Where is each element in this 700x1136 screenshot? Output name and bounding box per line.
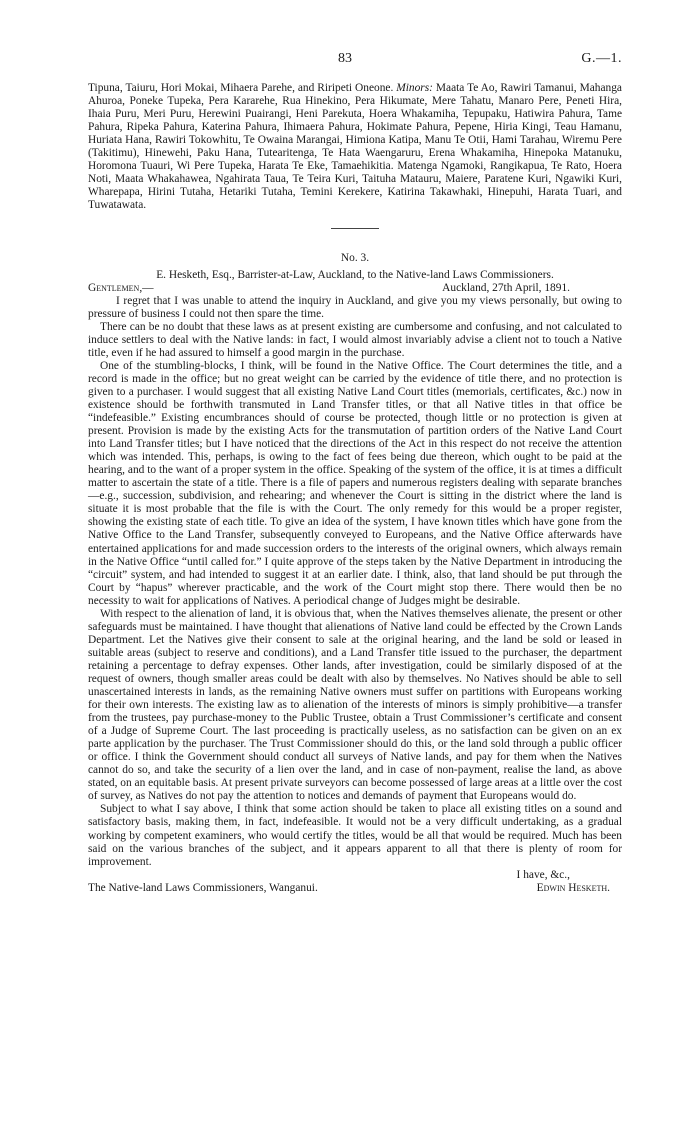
section-divider bbox=[331, 228, 379, 229]
names-after-minors: Maata Te Ao, Rawiri Tamanui, Mahanga Ahuroa, Poneke Tupeka, Pera Kararehe, Rua Hinekino, Pera Hikumate, Mere Tahatu, Manaro Pere, Peneti Hira, Ihaia Puru, Meri Puru, Herewini Puairangi, Heni Parekuta, Hoera Whakamiha, Tepupaku, Hatiwira Pahura, Tame Pahura, Ripeka Pahura, Katerina Pahura, Ihimaera Pahura, Hokimate Pahura, Pepene, Hiria Kingi, Teau Hamanu, Huriata Hana, Rawiri Tokowhitu, Te Owaina Marangai, Himiona Katipa, Manu Te Otii, Hami Tarahau, Wiremu Pere (Takitimu), Hinewehi, Paku Hana, Tutearitenga, Te Hata Waengaruru, Erena Whakamiha, Hinepoka Matanuku, Horomona Tuauri, Wi Pere Tupeka, Harata Te Eke, Tamaehikitia. Matenga Ngamoki, Rangikapua, Te Rato, Hoera Noti, Maata Whakahawea, Ngahirata Taua, Te Teira Kuri, Taituha Matauru, Maiere, Paratene Kuri, Ngawiki Kuri, Wharepapa, Hirini Tutaha, Hetariki Tutaha, Temini Kerekere, Katirina Takawhaki, Hinepuhi, Harata Tuari, and Tuwatawata. bbox=[88, 82, 622, 212]
names-before-minors: Tipuna, Taiuru, Hori Mokai, Mihaera Parehe, and Riripeti Oneone. bbox=[88, 82, 397, 94]
closing-row bbox=[88, 869, 622, 882]
closing: I have, &c., bbox=[516, 868, 570, 881]
page-number: 83 bbox=[338, 51, 352, 66]
series-code: G.—1. bbox=[581, 51, 622, 66]
paragraph-4: With respect to the alienation of land, it is obvious that, when the Natives themselves alienate, the present or other safeguards must be maintained. I have thought that alienations of Native land could be effected by the Crown Lands Department. Let the Natives give their consent to sale at the original hearing, and the land be sold or leased in suitable areas (subject to reserve and conditions), and a Land Transfer title issued to the purchaser, the department retaining a percentage to defray expenses. Other lands, after investigation, could be similarly disposed of at the request of owners, though smaller areas could be dealt with also by themselves. No Natives should be able to sell unascertained interests in lands, as the remaining Native owners must suffer on partitions with Europeans working for their own interests. The existing law as to alienation of the interests of minors is simply prohibitive—a transfer from the trustees, pay purchase-money to the Public Trustee, obtain a Trust Commissioner’s certificate and consent of a Judge of Supreme Court. The last proceeding is practically useless, as no satisfaction can be given on an ex parte application by the purchaser. The Trust Commissioner should do this, or the land sold through a public officer or office. I think the Government should conduct all surveys of Native lands, and pay for them when the Natives cannot do so, and take the security of a lien over the land, and in case of non-payment, realise the land, as above stated, on an equitable basis. At present private surveyors can become possessed of large areas at a little over the cost of survey, as Natives do not pay the attention to notices and demands of payment that Europeans would do. bbox=[88, 607, 622, 803]
paragraph-3: One of the stumbling-blocks, I think, will be found in the Native Office. The Court determines the title, and a record is made in the office; but no great weight can be carried by the evidence of title there, and no protection is given to a purchaser. I would suggest that all existing Native Land Court titles (memorials, certificates, &c.) now in existence should be forthwith transmuted in Land Transfer titles, or that all Native titles in that office be “indefeasible.” Existing encumbrances should of course be protected, though little or no protection is given at present. Provision is made by the existing Acts for the transmutation of partition orders of the Native Land Court into Land Transfer titles; but I have noticed that the directions of the Act in this respect do not receive the attention which was intended. This, perhaps, is owing to the fact of fees being due thereon, which ought to be paid at the hearing, and to the want of a proper system in the office. Speaking of the system of the office, it is at times a difficult matter to ascertain the state of a title. There is a file of papers and numerous registers dealing with separate branches—e.g., succession, subdivision, and rehearing; and whenever the Court is sitting in the district where the land is situate it is most probable that the file is with the Court. The only remedy for this would be a proper register, showing the existing state of each title. To give an idea of the system, I have known titles which have gone from the Native Office to the Land Transfer, subsequently conveyed to Europeans, and the Native Office afterwards have entertained applications for and made succession orders to the interests of the original owners, which always remain in the Native Office “until called for.” I quite approve of the steps taken by the Native Department in introducing the “circuit” system, and had intended to suggest it at an earlier date. I think, also, that land should be put through the Court by “hapus” wherever practicable, and the work of the Court might stop there. There would then be no necessity to wait for applications of Natives. A periodical change of Judges might be desirable. bbox=[88, 359, 622, 607]
letter-heading: E. Hesketh, Esq., Barrister-at-Law, Auckland, to the Native-land Laws Commissioners. bbox=[156, 268, 554, 281]
paragraph-1: I regret that I was unable to attend the inquiry in Auckland, and give you my views personally, but owing to pressure of business I could not then spare the time. bbox=[88, 294, 622, 320]
minors-label: Minors: bbox=[396, 82, 433, 94]
recipient: The Native-land Laws Commissioners, Wanganui. bbox=[88, 881, 318, 894]
page-header bbox=[88, 52, 622, 72]
salutation-row bbox=[88, 282, 622, 295]
place-date: Auckland, 27th April, 1891. bbox=[442, 281, 570, 294]
paragraph-5: Subject to what I say above, I think that some action should be taken to place all existing titles on a sound and satisfactory basis, making them, in fact, indefeasible. It would not be a very difficult undertaking, as a gradual working by competent examiners, who would certify the titles, would be all that would be required. Much has been said on the various branches of the subject, and it appears apparent to all that there is plenty of room for improvement. bbox=[88, 803, 622, 868]
signature: Edwin Hesketh. bbox=[536, 881, 610, 894]
paragraph-2: There can be no doubt that these laws as at present existing are cumbersome and confusing, and not calculated to induce settlers to deal with the Native lands: in fact, I would almost invariably advise a client not to touch a Native title, even if he had assured to himself a good margin in the purchase. bbox=[88, 320, 622, 359]
document-page bbox=[88, 52, 622, 895]
footer-row bbox=[88, 882, 622, 895]
document-number: No. 3. bbox=[340, 252, 370, 265]
names-paragraph bbox=[88, 82, 622, 212]
salutation: Gentlemen,— bbox=[88, 281, 154, 294]
